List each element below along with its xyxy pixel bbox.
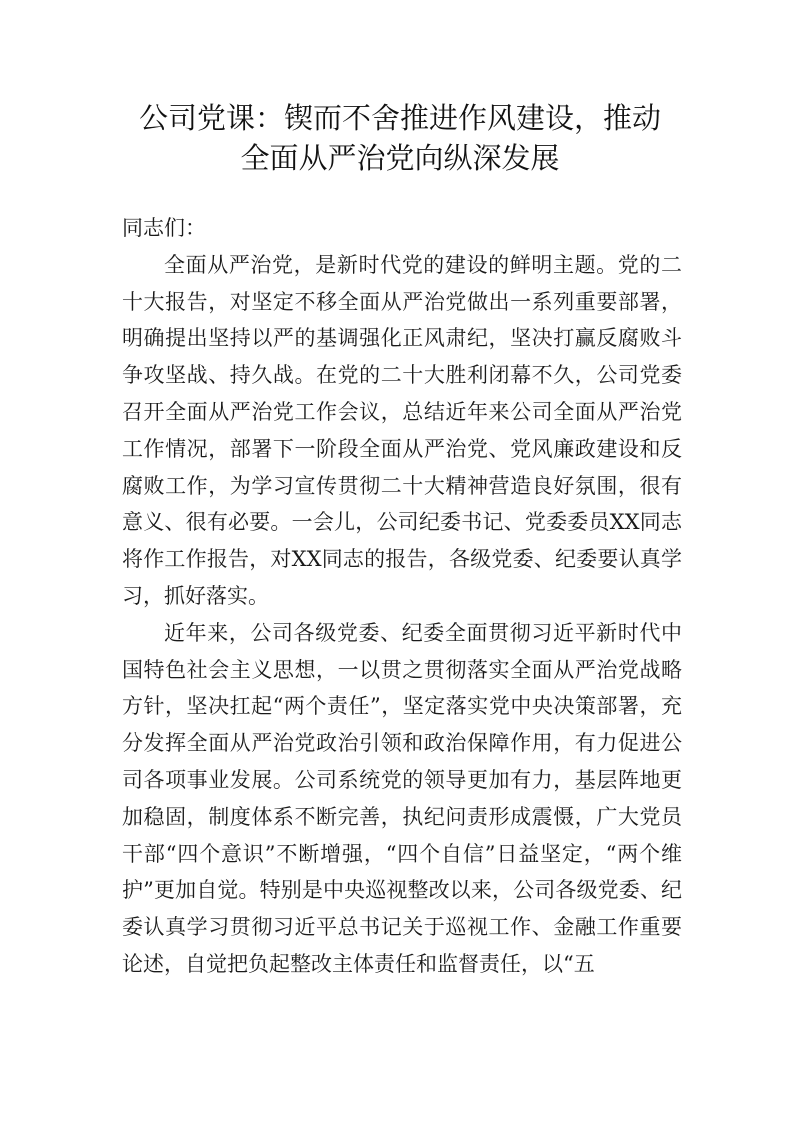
- document-body: [122, 210, 682, 983]
- title-line-1: 公司党课：锲而不舍推进作风建设，推动: [138, 101, 661, 135]
- document-title: [100, 98, 700, 178]
- paragraph-2: 近年来，公司各级党委、纪委全面贯彻习近平新时代中国特色社会主义思想，一以贯之贯彻落实全面从严治党战略方针，坚决扛起“两个责任”，坚定落实党中央决策部署，充分发挥全面从严治党政治引领和政治保障作用，有力促进公司各项事业发展。公司系统党的领导更加有力，基层阵地更加稳固，制度体系不断完善，执纪问责形成震慑，广大党员干部“四个意识”不断增强，“四个自信”日益坚定，“两个维护”更加自觉。特别是中央巡视整改以来，公司各级党委、纪委认真学习贯彻习近平总书记关于巡视工作、金融工作重要论述，自觉把负起整改主体责任和监督责任，以“五: [122, 620, 682, 976]
- salutation: 同志们：: [122, 216, 206, 240]
- title-line-2: 全面从严治党向纵深发展: [240, 141, 560, 175]
- paragraph-1: 全面从严治党，是新时代党的建设的鲜明主题。党的二十大报告，对坚定不移全面从严治党做出一系列重要部署，明确提出坚持以严的基调强化正风肃纪，坚决打赢反腐败斗争攻坚战、持久战。在党的二十大胜利闭幕不久，公司党委召开全面从严治党工作会议，总结近年来公司全面从严治党工作情况，部署下一阶段全面从严治党、党风廉政建设和反腐败工作，为学习宣传贯彻二十大精神营造良好氛围，很有意义、很有必要。一会儿，公司纪委书记、党委委员XX同志将作工作报告，对XX同志的报告，各级党委、纪委要认真学习，抓好落实。: [122, 252, 682, 608]
